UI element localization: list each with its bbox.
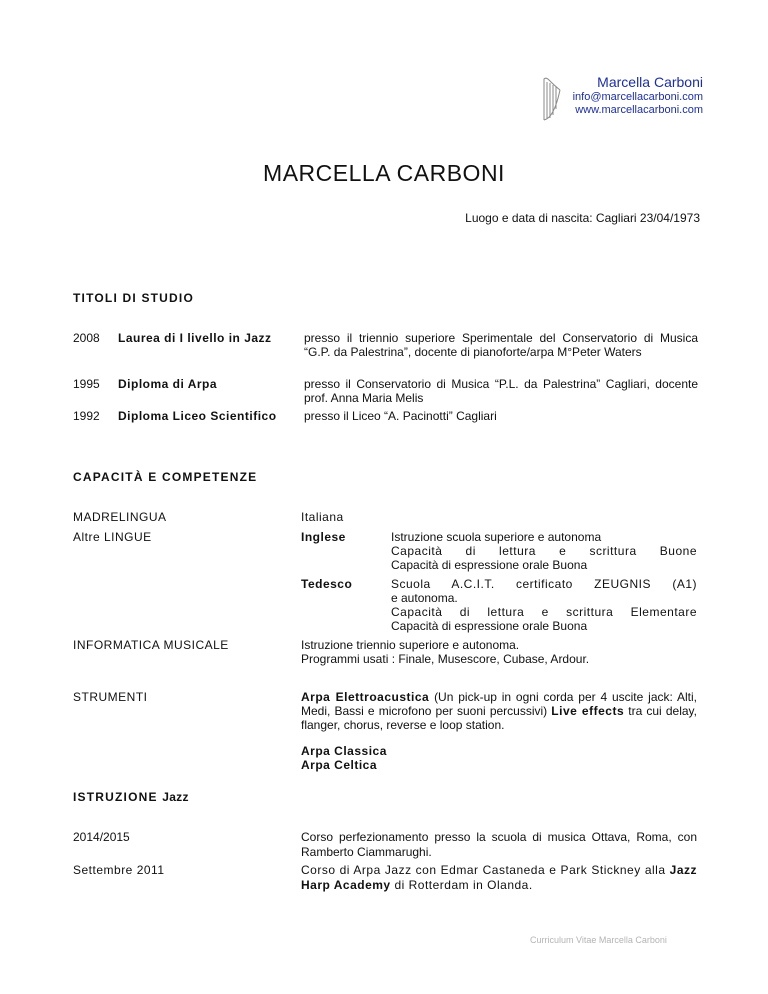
language-detail: Capacità di espressione orale Buona <box>391 619 588 633</box>
birth-info: Luogo e data di nascita: Cagliari 23/04/1973 <box>465 211 700 225</box>
section-heading-titoli: TITOLI DI STUDIO <box>73 291 194 305</box>
language-detail: Capacità di lettura e scrittura Buone <box>391 544 697 558</box>
section-heading-istruzione <box>73 790 189 804</box>
istruzione-detail: Corso perfezionamento presso la scuola di musica Ottava, Roma, con Ramberto Ciammarughi. <box>301 830 697 859</box>
istruzione-text: di Rotterdam in Olanda. <box>394 878 533 892</box>
titolo-year: 2008 <box>73 331 100 345</box>
instrument-desc: (Un pick-up in ogni corda per 4 uscite jack: Alti, Medi, Bassi e microfono per suoni percussivi) <box>301 690 698 718</box>
titolo-detail: presso il Liceo “A. Pacinotti” Cagliari <box>304 409 497 423</box>
istruzione-text: Corso di Arpa Jazz con Edmar Castaneda e Park Stickney alla <box>301 863 666 877</box>
titolo-name: Laurea di I livello in Jazz <box>118 331 272 345</box>
language-detail: Capacità di espressione orale Buona <box>391 558 588 572</box>
section-heading-rest: Jazz <box>162 790 189 804</box>
titolo-year: 1992 <box>73 409 100 423</box>
istruzione-date: 2014/2015 <box>73 830 130 844</box>
section-heading-capacita: CAPACITÀ E COMPETENZE <box>73 470 258 484</box>
altre-lingue-label: Altre LINGUE <box>73 530 152 544</box>
language-name: Inglese <box>301 530 346 544</box>
header-name: Marcella Carboni <box>597 74 703 90</box>
instrument-desc: tra cui delay, flanger, chorus, reverse e loop station. <box>301 704 697 732</box>
header-website-link[interactable]: www.marcellacarboni.com <box>575 104 703 116</box>
madrelingua-label: MADRELINGUA <box>73 510 167 524</box>
istruzione-date: Settembre 2011 <box>73 863 165 877</box>
language-name: Tedesco <box>301 577 353 591</box>
titolo-detail: presso il triennio superiore Sperimentale del Conservatorio di Musica “G.P. da Palestrina”, docente di pianoforte/arpa M°Peter Waters <box>304 331 698 359</box>
strumenti-detail <box>301 690 697 732</box>
section-heading-bold: ISTRUZIONE <box>73 790 158 804</box>
istruzione-bold: Jazz Harp Academy <box>301 863 697 892</box>
madrelingua-value: Italiana <box>301 510 344 524</box>
titolo-detail: presso il Conservatorio di Musica “P.L. da Palestrina” Cagliari, docente prof. Anna Maria Melis <box>304 377 698 405</box>
instrument-name: Arpa Classica <box>301 744 387 758</box>
titolo-name: Diploma di Arpa <box>118 377 218 391</box>
titolo-name: Diploma Liceo Scientifico <box>118 409 277 423</box>
istruzione-detail <box>301 863 697 893</box>
informatica-detail: Istruzione triennio superiore e autonoma. <box>301 638 520 652</box>
language-detail: e autonoma. <box>391 591 458 605</box>
instrument-name: Live effects <box>551 704 625 718</box>
instrument-name: Arpa Celtica <box>301 758 378 772</box>
header-email-link[interactable]: info@marcellacarboni.com <box>572 91 703 103</box>
page-title: MARCELLA CARBONI <box>263 160 505 186</box>
strumenti-label: STRUMENTI <box>73 690 148 704</box>
informatica-label: INFORMATICA MUSICALE <box>73 638 229 652</box>
language-detail: Istruzione scuola superiore e autonoma <box>391 530 602 544</box>
footer-text: Curriculum Vitae Marcella Carboni <box>530 935 667 945</box>
titolo-year: 1995 <box>73 377 100 391</box>
informatica-detail: Programmi usati : Finale, Musescore, Cubase, Ardour. <box>301 652 590 666</box>
instrument-name: Arpa Elettroacustica <box>301 690 430 704</box>
language-detail: Scuola A.C.I.T. certificato ZEUGNIS (A1) <box>391 577 697 591</box>
language-detail: Capacità di lettura e scrittura Elementare <box>391 605 697 619</box>
